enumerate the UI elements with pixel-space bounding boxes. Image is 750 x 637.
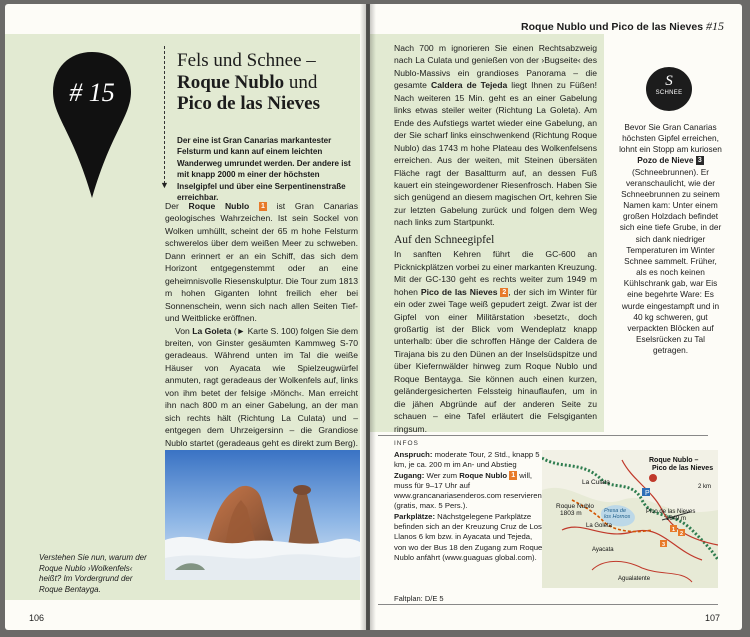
info2-c: will, muss für 9–17 Uhr auf www.grancanariasenderos.com reservieren (gratis, max. 5 Pers.). xyxy=(394,470,542,511)
map-marker-1: 1 xyxy=(672,527,676,533)
tour-number: # 15 xyxy=(69,78,115,107)
map-la-goleta: La Goleta xyxy=(586,523,613,529)
map-pin-icon xyxy=(49,50,135,200)
title-pico: Pico de las Nieves xyxy=(177,93,321,114)
arrow-down-icon: ▼ xyxy=(160,180,169,190)
title-roque-nublo: Roque Nublo xyxy=(177,72,285,93)
info-marker-1: 1 xyxy=(511,471,516,479)
page-number-left: 106 xyxy=(29,613,45,623)
info2-a: Wer zum xyxy=(426,470,458,480)
map-pico-a: Pico de las Nieves xyxy=(646,509,696,515)
side-a: Bevor Sie Gran Canarias höchsten Gipfel erreichen, lohnt ein Stopp am kuriosen xyxy=(619,122,722,155)
map-agualatente: Agualatente xyxy=(618,576,651,582)
poi-pico: Pico de las Nieves xyxy=(420,286,498,297)
intro-word: Der xyxy=(165,201,189,211)
map-alt2: 1949 m xyxy=(666,516,687,522)
photo-roque-nublo xyxy=(165,450,360,580)
page-title xyxy=(177,72,357,114)
info3-text: Nächstgelegene Parkplätze befinden sich an der Kreuzung Cruz de Los Llanos 6 km bzw. in Ayacata und Tejeda, von wo der Bus 18 den Zugang zum Roque Nublo anfährt (www.guaguas global.com). xyxy=(394,511,543,562)
poi-caldera: Caldera de Tejeda xyxy=(431,80,508,91)
col1-p2-c: , der sich im Winter für ein oder zwei Tage weiß gepudert zeigt. Zwar ist der Gipfel von einer Militärstation ›besetzt‹, doch großartig ist der Blick vom Wendeplatz knapp unterhalb: über die schroffen Hänge der Caldera de Tirajana bis zu den Dünen an der Inselsüdspitze und über Kiefernwälder hinweg zum Roque Nublo und Roque Bentayga. Sie können auch einen kurzen, geländergesicherten Felssteig hinauflaufen, um in die jähen Abgründe auf der anderen Seite zu schauen – eine Tafel erläutert die Felsgiganten ringsum. xyxy=(394,286,598,434)
divider-line xyxy=(164,46,165,184)
running-header xyxy=(521,19,724,34)
header-title: Roque Nublo und Pico de las Nieves xyxy=(521,21,704,33)
snow-badge-letter: S xyxy=(665,73,673,89)
map-roque-nublo: Roque Nublo xyxy=(556,503,594,510)
title-und: und xyxy=(288,72,318,93)
marker-2: 2 xyxy=(502,288,507,296)
header-number: #15 xyxy=(706,19,724,33)
info2-label: Zugang: xyxy=(394,470,425,480)
svg-text:P: P xyxy=(645,490,650,497)
left-page xyxy=(5,4,366,630)
body-left xyxy=(165,200,358,486)
snow-badge xyxy=(646,67,692,111)
info1-text: moderate Tour, 2 Std., knapp 5 km, je ca. 200 m im An- und Abstieg xyxy=(394,450,540,470)
poi-la-goleta: La Goleta xyxy=(192,325,232,336)
infos-divider xyxy=(378,435,708,436)
poi-pozo: Pozo de Nieve xyxy=(637,155,694,166)
page-title-line1: Fels und Schnee – xyxy=(177,50,316,71)
snow-badge-label: SCHNEE xyxy=(655,90,683,96)
para1-text: ist Gran Canarias geologisches Wahrzeichen. Ist sein Sockel von Wolken umhüllt, scheint der 65 m hohe Felsturm schwerelos über dem weißen Meer zu schweben. Dann erinnert er an ein Schiff, das sich dem Horizont entgegenstemmt oder an eine geheimnisvolle Riesenskulptur. Die Tour zum 1813 m hohen Giganten lohnt freilich eher bei Sonnenschein, wenn sich nach allen Seiten Tief- und Weitblicke eröffnen. xyxy=(165,201,359,324)
para2-lead: Von xyxy=(175,325,190,336)
map-marker-2: 2 xyxy=(680,531,684,537)
subheading: Auf den Schneegipfel xyxy=(394,233,495,246)
route-map xyxy=(542,450,718,588)
side-c: (Schneebrunnen). Er veranschaulicht, wie der Schneebrunnen zu seinem Namen kam: Unter einem großen Holzdach befindet sich eine tiefe Grube, in der sich dank niedriger Temperaturen im Winter Schnee sammelt. Früher, als es noch keinen Kühlschrank gab, war Eis eine begehrte Ware: Es wurde eingestampft und in 40 kg schweren, gut verpackten Blöcken auf Eselsrücken zu Tal getragen. xyxy=(619,166,722,356)
map-alt1: 1803 m xyxy=(560,510,582,517)
infos-box xyxy=(394,450,544,563)
info2-b: Roque Nublo xyxy=(459,470,508,480)
map-ayacata: Ayacata xyxy=(592,547,614,553)
map-la-culata: La Culata xyxy=(582,479,610,486)
map-presa-a: Presa de xyxy=(604,508,627,514)
photo-caption: Verstehen Sie nun, warum der Roque Nublo ›Wolkenfels‹ heißt? Im Vordergrund der Roque Bentayga. xyxy=(39,553,147,594)
map-marker-3: 3 xyxy=(662,542,666,548)
faltplan-ref: Faltplan: D/E 5 xyxy=(394,594,444,603)
map-title-b: Pico de las Nieves xyxy=(652,465,714,472)
map-title-a: Roque Nublo – xyxy=(649,457,699,464)
poi-roque-nublo: Roque Nublo xyxy=(188,201,250,211)
col1-p1-c: liegt Ihnen zu Füßen! Nach weiteren 15 Min. geht es an einer Gabelung links etwas steiler weiter (Richtung La Goleta). Am Ende des Aufstiegs wartet wieder eine Gabelung, an der Sie scharf links einschwenkend (Richtung Roque Nublo) das 1743 m hohe Plateau des Wolkenfelsens erreichen. Aus der weiten, mit Steinen übersäten Fläche ragt der Basaltturm auf, an dessen Fuß kauert ein steingewordener Riesenfrosch. Haben Sie sich genügend an diesem magischen Ort, kehren Sie zur letzten Gabelung zurück und folgen dem Weg nach links zum Startpunkt. xyxy=(394,80,597,228)
marker-3: 3 xyxy=(697,157,702,165)
map-scale: 2 km xyxy=(698,484,712,490)
col1-p1-a: Nach 700 m ignorieren Sie einen Rechtsabzweig nach La Culata und genießen von der ›Bugseite‹ des Nublo-Massivs ein grandioses Panorama – die gesamte xyxy=(394,43,597,91)
body-right xyxy=(394,42,597,435)
marker-1: 1 xyxy=(260,203,265,210)
faltplan-divider xyxy=(378,604,718,605)
page-number-right: 107 xyxy=(704,613,720,623)
col1-p2-a: In sanften Kehren führt die GC-600 an Picknickplätzen vorbei zu einer markanten Kreuzung. Mit der GC-130 geht es rechts weiter zum 1949 m hohen xyxy=(394,249,597,297)
sidebar-text xyxy=(619,122,722,356)
para2-text: (► Karte S. 100) folgen Sie dem breiten, von Ginster gesäumten Kammweg S-70 geradeaus. Während unten im Tal die weiße Häuser von Ayacata wie Spielzeugwürfel anmuten, ragt geradeaus der Wolkenfels auf, links von ihm betet der felsige ›Mönch‹. Man erreicht ihn nach 800 m an einer Gabelung, an der man sich rechts hält (Richtung La Culata) und – entgegen dem Uhrzeigersinn – die Grandiose Nublo startet (geradeaus geht es direkt zum Berg). xyxy=(165,325,358,448)
info3-label: Parkplätze: xyxy=(394,511,436,521)
infos-title: INFOS xyxy=(394,440,419,447)
map-presa-b: los Hornos xyxy=(604,514,631,520)
info1-label: Anspruch: xyxy=(394,450,433,459)
tour-number-pin xyxy=(49,50,135,200)
lead-paragraph: Der eine ist Gran Canarias markantester Felsturm und kann auf einem leichten Wanderweg umrundet werden. Der andere ist mit knapp 2000 m einer der höchsten Inselgipfel und über eine Serpentinenstraße erreichbar. xyxy=(177,136,351,203)
right-page xyxy=(370,4,742,630)
